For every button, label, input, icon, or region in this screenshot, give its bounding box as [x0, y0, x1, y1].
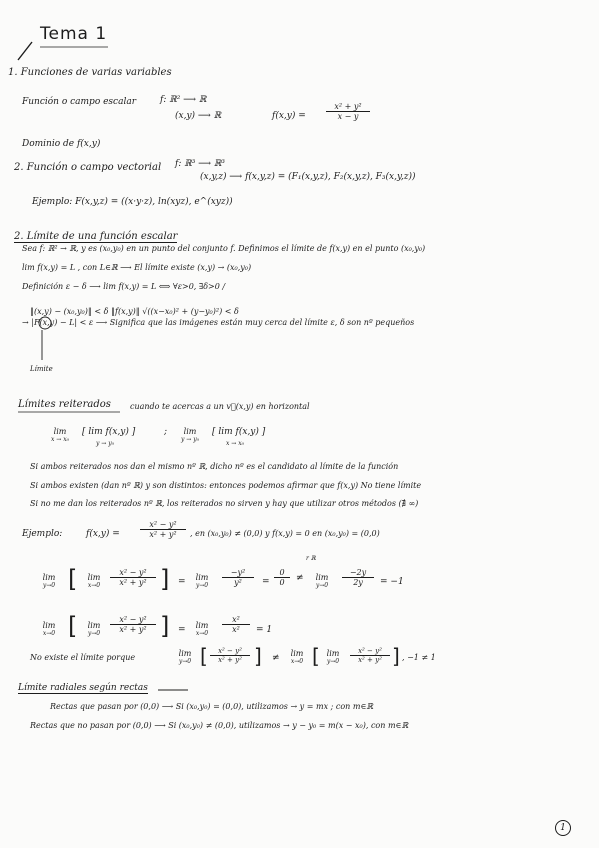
calc2-fraction: [110, 615, 156, 634]
title-slash: [18, 42, 32, 60]
radial-rule-2: Rectas que no pasan por (0,0) ⟶ Si (x₀,y₀) ≠ (0,0), utilizamos → y − y₀ = m(x − x₀), con m∈ℝ: [30, 721, 409, 730]
noexist-lim-1: [172, 650, 198, 665]
calc1-indeterminate: [274, 568, 290, 587]
calc2-denominator-2: x²: [232, 625, 240, 635]
calc2-fraction-2: [222, 615, 250, 634]
reit-under-1: x → x₀: [50, 435, 69, 443]
reit-lim-word-1: lim: [53, 427, 67, 436]
radial-heading: Límite radiales según rectas: [18, 683, 148, 693]
calc1-not-equal: ≠: [296, 573, 304, 583]
calc2-under: x→0: [42, 629, 56, 637]
calc1-lim-word-2: lim: [195, 573, 209, 582]
noexist-under-3: y→0: [326, 657, 340, 665]
noexist-lim-2: [284, 650, 310, 665]
reiterated-rule-1: Si ambos reiterados nos dan el mismo nº ℝ, dicho nº es el candidato al límite de la función: [30, 462, 399, 471]
calc2-lim-2: [188, 622, 216, 637]
limit-line4: ‖(x,y) − (x₀,y₀)‖ < δ ‖f(x,y)‖ √((x−x₀)² + (y−y₀)²) < δ: [30, 307, 239, 316]
no-limit-text: No existe el límite porque: [30, 653, 136, 662]
example-conditions: , en (x₀,y₀) ≠ (0,0) y f(x,y) = 0 en (x₀,y₀) = (0,0): [190, 529, 380, 538]
calc2-lim-word: lim: [42, 621, 56, 630]
calc1-result: = −1: [380, 577, 404, 587]
noexist-den-1: x² + y²: [218, 656, 242, 665]
calc2-equals: =: [178, 625, 186, 635]
calc2-under-2: x→0: [195, 629, 209, 637]
noexist-lim-word-1: lim: [178, 649, 192, 658]
example-function-denominator: x² + y²: [149, 530, 177, 540]
noexist-close-2: ]: [392, 644, 400, 668]
example-numerator: x² + y²: [326, 102, 370, 112]
limit-line1: Sea f: ℝ² → ℝ, y es (x₀,y₀) en un punto del conjunto f. Definimos el límite de f(x,y) en el punto (x₀,y₀): [22, 244, 426, 253]
calc2-result: = 1: [256, 625, 273, 635]
calc2-numerator: x² − y²: [110, 615, 156, 625]
noexist-result: , −1 ≠ 1: [402, 653, 436, 662]
example-function-numerator: x² − y²: [140, 520, 186, 530]
example-function-fraction: [140, 520, 186, 539]
calc1-fraction-2: [222, 568, 254, 587]
vector-map-line1: f: ℝ³ ⟶ ℝ³: [175, 159, 226, 169]
scalar-map-line1: f: ℝ² ⟶ ℝ: [160, 95, 207, 105]
calc2-inner-lim-word: lim: [87, 621, 101, 630]
radial-rule-1: Rectas que pasan por (0,0) ⟶ Si (x₀,y₀) = (0,0), utilizamos → y = mx ; con m∈ℝ: [50, 702, 374, 711]
noexist-under-2: x→0: [290, 657, 304, 665]
reiterated-heading: Límites reiterados: [18, 399, 111, 410]
domain-label: Dominio de f(x,y): [22, 139, 101, 149]
calc1-lim-word-3: lim: [315, 573, 329, 582]
limit-line2: lim f(x,y) = L , con L∈ℝ ⟶ El límite existe (x,y) → (x₀,y₀): [22, 263, 252, 272]
reit-under-2: y → y₀: [180, 435, 200, 443]
noexist-open-1: [: [200, 644, 208, 668]
noexist-num-2: x² − y²: [350, 647, 390, 656]
calc1-under-3: y→0: [315, 581, 329, 589]
vector-map-line2: (x,y,z) ⟶ f(x,y,z) = (F₁(x,y,z), F₂(x,y,z), F₃(x,y,z)): [200, 172, 416, 182]
calc1-denominator-2: y²: [234, 578, 242, 588]
calc1-equals-2: =: [262, 577, 270, 587]
calc1-denominator: x² + y²: [119, 578, 147, 588]
calc2-lim-word-2: lim: [195, 621, 209, 630]
noexist-under-1: y→0: [178, 657, 192, 665]
reiterated-note: cuando te acercas a un v⃗(x,y) en horizontal: [130, 402, 310, 411]
example-function-lhs: f(x,y) =: [86, 529, 120, 539]
calc1-inner-lim: [80, 574, 108, 589]
calc1-lim-3: [308, 574, 336, 589]
calc2-numerator-2: x²: [222, 615, 250, 625]
calc1-r-note: r ℝ: [306, 555, 316, 562]
calc2-close-bracket: ]: [160, 612, 170, 640]
noexist-lim-word-3: lim: [326, 649, 340, 658]
noexist-frac-1: [210, 647, 250, 664]
calc1-zero-num: 0: [274, 568, 290, 578]
calc1-fraction: [110, 568, 156, 587]
page-title: Tema 1: [40, 24, 108, 44]
noexist-neq: ≠: [272, 653, 280, 663]
reit-outer-lim-1: [42, 428, 78, 443]
reit-lim-word-2: lim: [183, 427, 197, 436]
calc1-lim-2: [188, 574, 216, 589]
noexist-frac-2: [350, 647, 390, 664]
example-denominator: x − y: [337, 112, 359, 122]
calc1-close-bracket: ]: [160, 565, 170, 593]
scalar-map-line2: (x,y) ⟶ ℝ: [175, 111, 222, 121]
reit-outer-lim-2: [172, 428, 208, 443]
reiterated-rule-2: Si ambos existen (dan nº ℝ) y son distintos: entonces podemos afirmar que f(x,y) No tiene límite: [30, 481, 422, 490]
calc1-numerator-2: −y²: [222, 568, 254, 578]
reit-separator: ;: [164, 427, 168, 437]
calc2-denominator: x² + y²: [119, 625, 147, 635]
calc1-open-bracket: [: [68, 565, 78, 593]
limit-pointer-label: Límite: [30, 365, 53, 373]
calc1-outer-lim: [34, 574, 64, 589]
calc2-open-bracket: [: [68, 612, 78, 640]
reit-inner-under-1: y → y₀: [96, 440, 115, 447]
calc1-numerator: x² − y²: [110, 568, 156, 578]
calc1-numerator-3: −2y: [342, 568, 374, 578]
noexist-lim-word-2: lim: [290, 649, 304, 658]
calc2-outer-lim: [34, 622, 64, 637]
noexist-lim-3: [320, 650, 346, 665]
calc1-equals-1: =: [178, 577, 186, 587]
scalar-field-label: Función o campo escalar: [22, 97, 136, 107]
calc1-under: y→0: [42, 581, 56, 589]
noexist-close-1: ]: [254, 644, 262, 668]
vector-example: Ejemplo: F(x,y,z) = ((x·y·z), ln(xyz), e^(xyz)): [32, 197, 233, 207]
calc2-inner-lim: [80, 622, 108, 637]
page-number: 1: [555, 820, 571, 836]
calc2-inner-under: y→0: [87, 629, 101, 637]
limit-line5: → |F(x,y) − L| < ε ⟶ Significa que las imágenes están muy cerca del límite ε, δ son nº pequeños: [22, 318, 415, 327]
example-fraction: [326, 102, 370, 121]
example-lhs: f(x,y) =: [272, 111, 306, 121]
noexist-num-1: x² − y²: [210, 647, 250, 656]
calc1-under-2: y→0: [195, 581, 209, 589]
calc1-inner-under: x→0: [87, 581, 101, 589]
section-heading-limit: 2. Límite de una función escalar: [14, 231, 178, 242]
section-heading-functions: 1. Funciones de varias variables: [8, 67, 172, 78]
noexist-den-2: x² + y²: [358, 656, 382, 665]
reit-inner-1: [ lim f(x,y) ]: [82, 427, 136, 437]
noexist-open-2: [: [312, 644, 320, 668]
reit-inner-under-2: x → x₀: [226, 440, 245, 447]
calc1-denominator-3: 2y: [353, 578, 363, 588]
calc1-inner-lim-word: lim: [87, 573, 101, 582]
calc1-fraction-3: [342, 568, 374, 587]
calc1-lim-word: lim: [42, 573, 56, 582]
reiterated-rule-3: Si no me dan los reiterados nº ℝ, los reiterados no sirven y hay que utilizar otros métodos (∄ ∞): [30, 499, 419, 508]
section-heading-vector: 2. Función o campo vectorial: [14, 162, 162, 173]
calc1-zero-den: 0: [279, 578, 285, 588]
reit-inner-2: [ lim f(x,y) ]: [212, 427, 266, 437]
example-label: Ejemplo:: [22, 529, 63, 539]
limit-line3: Definición ε − δ ⟶ lim f(x,y) = L ⟺ ∀ε>0, ∃δ>0 /: [22, 282, 226, 291]
